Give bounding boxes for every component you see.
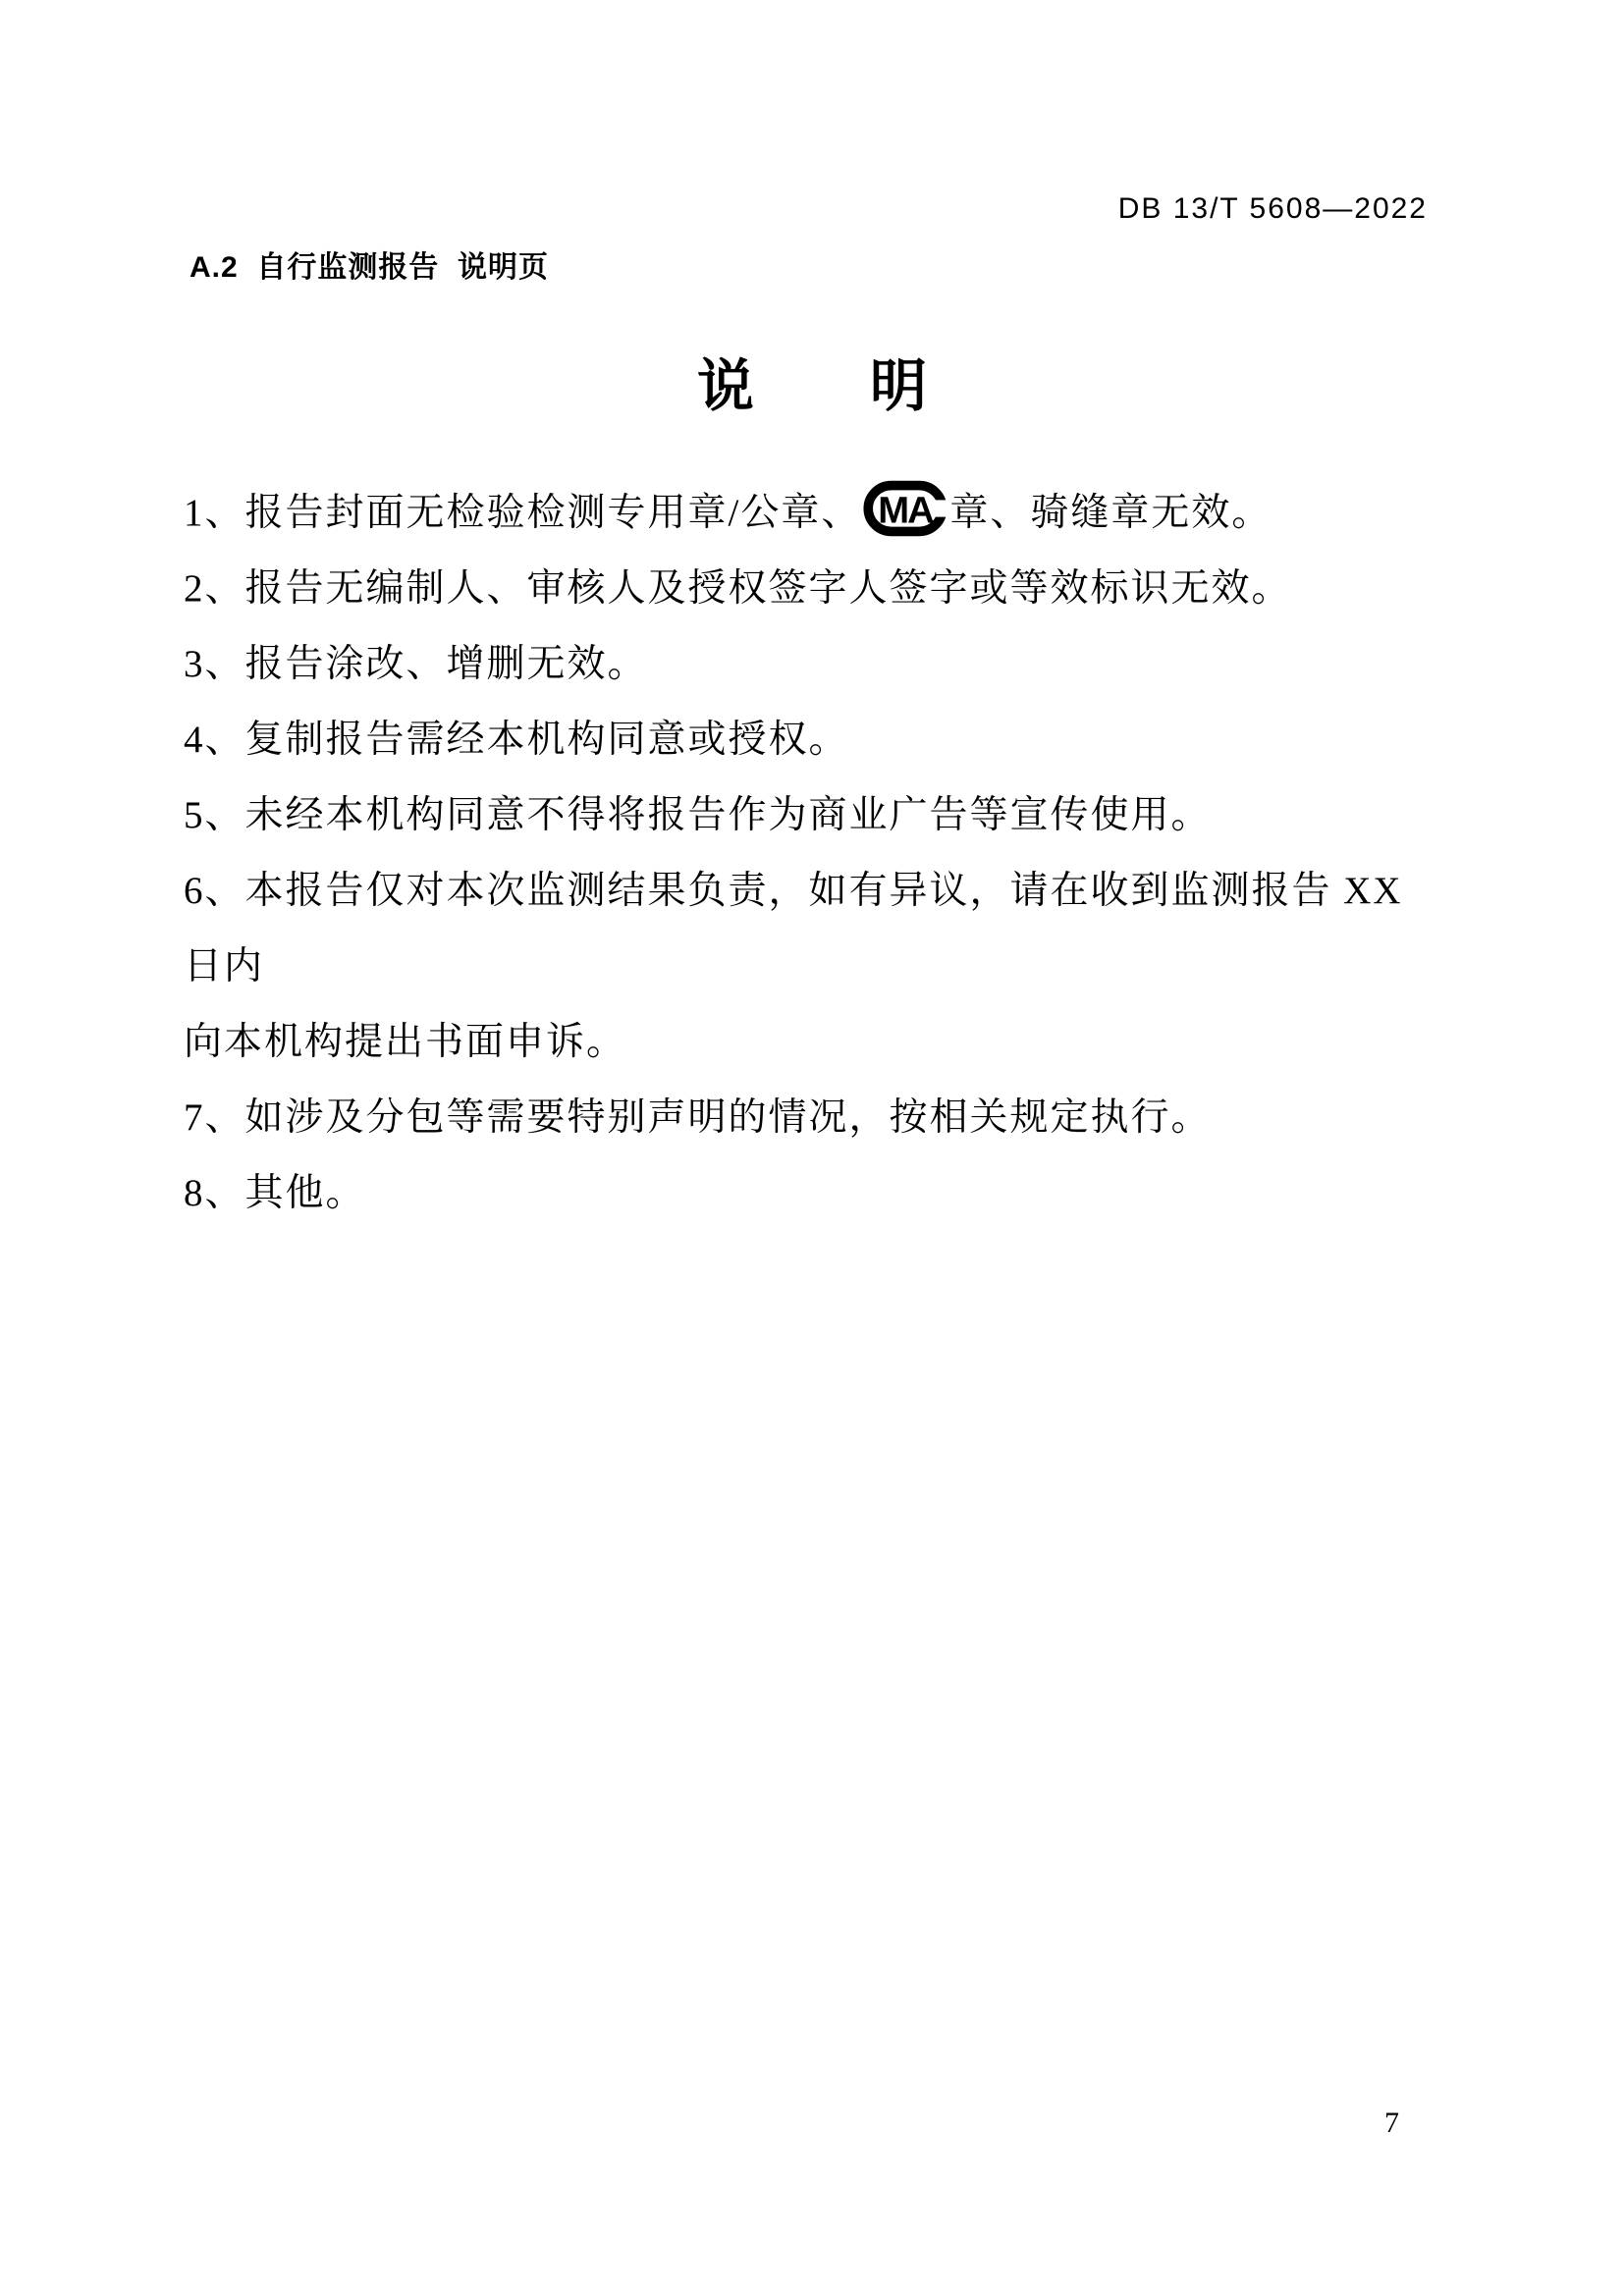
section-label: A.2 自行监测报告 说明页 — [189, 251, 550, 284]
notice-item-1-post: 章、骑缝章无效。 — [949, 492, 1272, 534]
standard-code-header: DB 13/T 5608—2022 — [1117, 192, 1428, 225]
notice-item-8-text: 8、其他。 — [184, 1172, 366, 1214]
notice-item-3-text: 3、报告涂改、增删无效。 — [184, 643, 648, 685]
notice-item-3 — [184, 626, 1452, 702]
notice-item-1 — [184, 475, 1452, 551]
notice-list — [184, 475, 1452, 1231]
notice-item-7-text: 7、如涉及分包等需要特别声明的情况，按相关规定执行。 — [184, 1096, 1212, 1139]
notice-item-2 — [184, 551, 1452, 626]
notice-item-5-text: 5、未经本机构同意不得将报告作为商业广告等宣传使用。 — [184, 794, 1212, 836]
page-title-char-2: 明 — [870, 354, 928, 418]
notice-item-1-pre: 1、报告封面无检验检测专用章/公章、 — [184, 492, 862, 534]
notice-item-6 — [184, 853, 1452, 1080]
notice-item-8 — [184, 1155, 1452, 1231]
page-title-char-1: 说 — [696, 354, 754, 418]
page-number: 7 — [1384, 2107, 1399, 2139]
notice-item-7 — [184, 1080, 1452, 1155]
notice-item-2-text: 2、报告无编制人、审核人及授权签字人签字或等效标识无效。 — [184, 567, 1292, 610]
notice-item-6-line-2: 向本机构提出书面申诉。 — [184, 1021, 627, 1063]
notice-item-4-text: 4、复制报告需经本机构同意或授权。 — [184, 719, 849, 761]
notice-item-6-line-1: 6、本报告仅对本次监测结果负责，如有异议，请在收到监测报告 XX 日内 — [184, 870, 1403, 988]
notice-item-5 — [184, 777, 1452, 853]
svg-text:MA: MA — [878, 489, 934, 532]
cma-mark-icon — [863, 480, 947, 537]
page-title — [0, 355, 1624, 418]
notice-item-4 — [184, 702, 1452, 777]
